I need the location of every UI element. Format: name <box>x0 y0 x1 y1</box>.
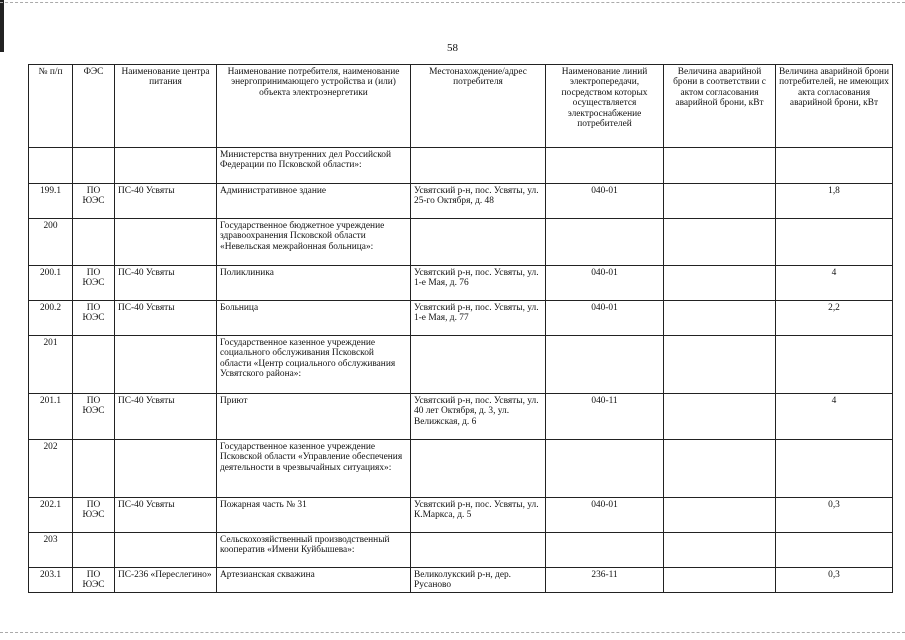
header-line: Наименование линий электропередачи, посредством которых осуществляется электроснабжение потребителей <box>546 65 664 148</box>
table-row <box>29 498 893 533</box>
cell-reserve-act <box>664 184 776 219</box>
cell-fes: ПО ЮЭС <box>73 301 115 336</box>
cell-center <box>115 336 217 394</box>
cell-fes: ПО ЮЭС <box>73 568 115 593</box>
cell-address: Усвятский р-н, пос. Усвяты, ул. 25-го Октября, д. 48 <box>411 184 546 219</box>
cell-reserve-act <box>664 219 776 266</box>
cell-fes <box>73 219 115 266</box>
table-row <box>29 184 893 219</box>
cell-reserve-no-act <box>776 440 893 498</box>
cell-consumer: Поликлиника <box>217 266 411 301</box>
cell-address <box>411 440 546 498</box>
cell-num: 202 <box>29 440 73 498</box>
cell-reserve-no-act: 2,2 <box>776 301 893 336</box>
cell-line <box>546 148 664 184</box>
cell-center: ПС-236 «Переслегино» <box>115 568 217 593</box>
cell-center <box>115 219 217 266</box>
table-row <box>29 148 893 184</box>
cell-consumer: Государственное казенное учреждение Псковской области «Управление обеспечения деятельности в чрезвычайных ситуациях»: <box>217 440 411 498</box>
scan-top-edge <box>0 2 905 4</box>
cell-num: 203.1 <box>29 568 73 593</box>
cell-fes: ПО ЮЭС <box>73 266 115 301</box>
cell-line: 040-01 <box>546 266 664 301</box>
cell-line: 040-11 <box>546 394 664 440</box>
table-header-row <box>29 65 893 148</box>
cell-line: 040-01 <box>546 184 664 219</box>
header-num: № п/п <box>29 65 73 148</box>
cell-center <box>115 148 217 184</box>
cell-fes <box>73 148 115 184</box>
cell-center: ПС-40 Усвяты <box>115 184 217 219</box>
table-row <box>29 394 893 440</box>
cell-reserve-act <box>664 440 776 498</box>
table-row <box>29 336 893 394</box>
cell-center: ПС-40 Усвяты <box>115 301 217 336</box>
cell-address <box>411 148 546 184</box>
cell-line: 040-01 <box>546 301 664 336</box>
cell-reserve-no-act <box>776 533 893 568</box>
cell-reserve-act <box>664 498 776 533</box>
cell-center: ПС-40 Усвяты <box>115 266 217 301</box>
cell-consumer: Государственное казенное учреждение социального обслуживания Псковской области «Центр социального обслуживания Усвятского района»: <box>217 336 411 394</box>
cell-reserve-no-act: 0,3 <box>776 568 893 593</box>
cell-fes: ПО ЮЭС <box>73 394 115 440</box>
cell-line: 236-11 <box>546 568 664 593</box>
reserve-table <box>28 64 893 593</box>
cell-address: Усвятский р-н, пос. Усвяты, ул. 1-е Мая, д. 76 <box>411 266 546 301</box>
cell-reserve-no-act: 4 <box>776 266 893 301</box>
page-number: 58 <box>447 42 458 54</box>
cell-reserve-no-act: 1,8 <box>776 184 893 219</box>
cell-fes <box>73 440 115 498</box>
cell-num: 200.1 <box>29 266 73 301</box>
cell-num: 200 <box>29 219 73 266</box>
cell-address: Усвятский р-н, пос. Усвяты, ул. 1-е Мая, д. 77 <box>411 301 546 336</box>
cell-reserve-no-act <box>776 336 893 394</box>
header-reserve-act: Величина аварийной брони в соответствии с актом согласования аварийной брони, кВт <box>664 65 776 148</box>
table-row <box>29 440 893 498</box>
cell-reserve-act <box>664 301 776 336</box>
cell-address: Усвятский р-н, пос. Усвяты, ул. К.Маркса, д. 5 <box>411 498 546 533</box>
table-row <box>29 301 893 336</box>
table-row <box>29 533 893 568</box>
cell-address: Великолукский р-н, дер. Русаново <box>411 568 546 593</box>
cell-center <box>115 533 217 568</box>
cell-fes <box>73 336 115 394</box>
cell-fes <box>73 533 115 568</box>
cell-consumer: Приют <box>217 394 411 440</box>
cell-reserve-no-act <box>776 148 893 184</box>
cell-reserve-act <box>664 394 776 440</box>
cell-line <box>546 533 664 568</box>
cell-num: 199.1 <box>29 184 73 219</box>
cell-line <box>546 219 664 266</box>
cell-reserve-no-act <box>776 219 893 266</box>
cell-reserve-act <box>664 266 776 301</box>
cell-consumer: Министерства внутренних дел Российской Федерации по Псковской области»: <box>217 148 411 184</box>
cell-line: 040-01 <box>546 498 664 533</box>
header-center: Наименование центра питания <box>115 65 217 148</box>
cell-reserve-act <box>664 533 776 568</box>
cell-consumer: Артезианская скважина <box>217 568 411 593</box>
cell-num: 201.1 <box>29 394 73 440</box>
table-row <box>29 219 893 266</box>
cell-num: 200.2 <box>29 301 73 336</box>
cell-consumer: Больница <box>217 301 411 336</box>
cell-consumer: Административное здание <box>217 184 411 219</box>
header-consumer: Наименование потребителя, наименование энергопринимающего устройства и (или) объекта электроэнергетики <box>217 65 411 148</box>
cell-reserve-act <box>664 568 776 593</box>
cell-num: 201 <box>29 336 73 394</box>
cell-consumer: Сельскохозяйственный производственный кооператив «Имени Куйбышева»: <box>217 533 411 568</box>
table-row <box>29 568 893 593</box>
cell-address: Усвятский р-н, пос. Усвяты, ул. 40 лет Октября, д. 3, ул. Велижская, д. 6 <box>411 394 546 440</box>
scan-bottom-edge <box>0 632 905 634</box>
cell-fes: ПО ЮЭС <box>73 184 115 219</box>
cell-center: ПС-40 Усвяты <box>115 498 217 533</box>
cell-address <box>411 533 546 568</box>
cell-num: 203 <box>29 533 73 568</box>
header-address: Местонахождение/адрес потребителя <box>411 65 546 148</box>
cell-consumer: Пожарная часть № 31 <box>217 498 411 533</box>
cell-reserve-act <box>664 148 776 184</box>
cell-address <box>411 219 546 266</box>
cell-reserve-no-act: 4 <box>776 394 893 440</box>
cell-reserve-act <box>664 336 776 394</box>
cell-reserve-no-act: 0,3 <box>776 498 893 533</box>
header-fes: ФЭС <box>73 65 115 148</box>
cell-fes: ПО ЮЭС <box>73 498 115 533</box>
cell-line <box>546 440 664 498</box>
cell-center: ПС-40 Усвяты <box>115 394 217 440</box>
cell-num <box>29 148 73 184</box>
table-row <box>29 266 893 301</box>
cell-consumer: Государственное бюджетное учреждение здравоохранения Псковской области «Невельская межрайонная больница»: <box>217 219 411 266</box>
cell-num: 202.1 <box>29 498 73 533</box>
header-reserve-no-act: Величина аварийной брони потребителей, не имеющих акта согласования аварийной брони, кВт <box>776 65 893 148</box>
cell-center <box>115 440 217 498</box>
cell-address <box>411 336 546 394</box>
cell-line <box>546 336 664 394</box>
